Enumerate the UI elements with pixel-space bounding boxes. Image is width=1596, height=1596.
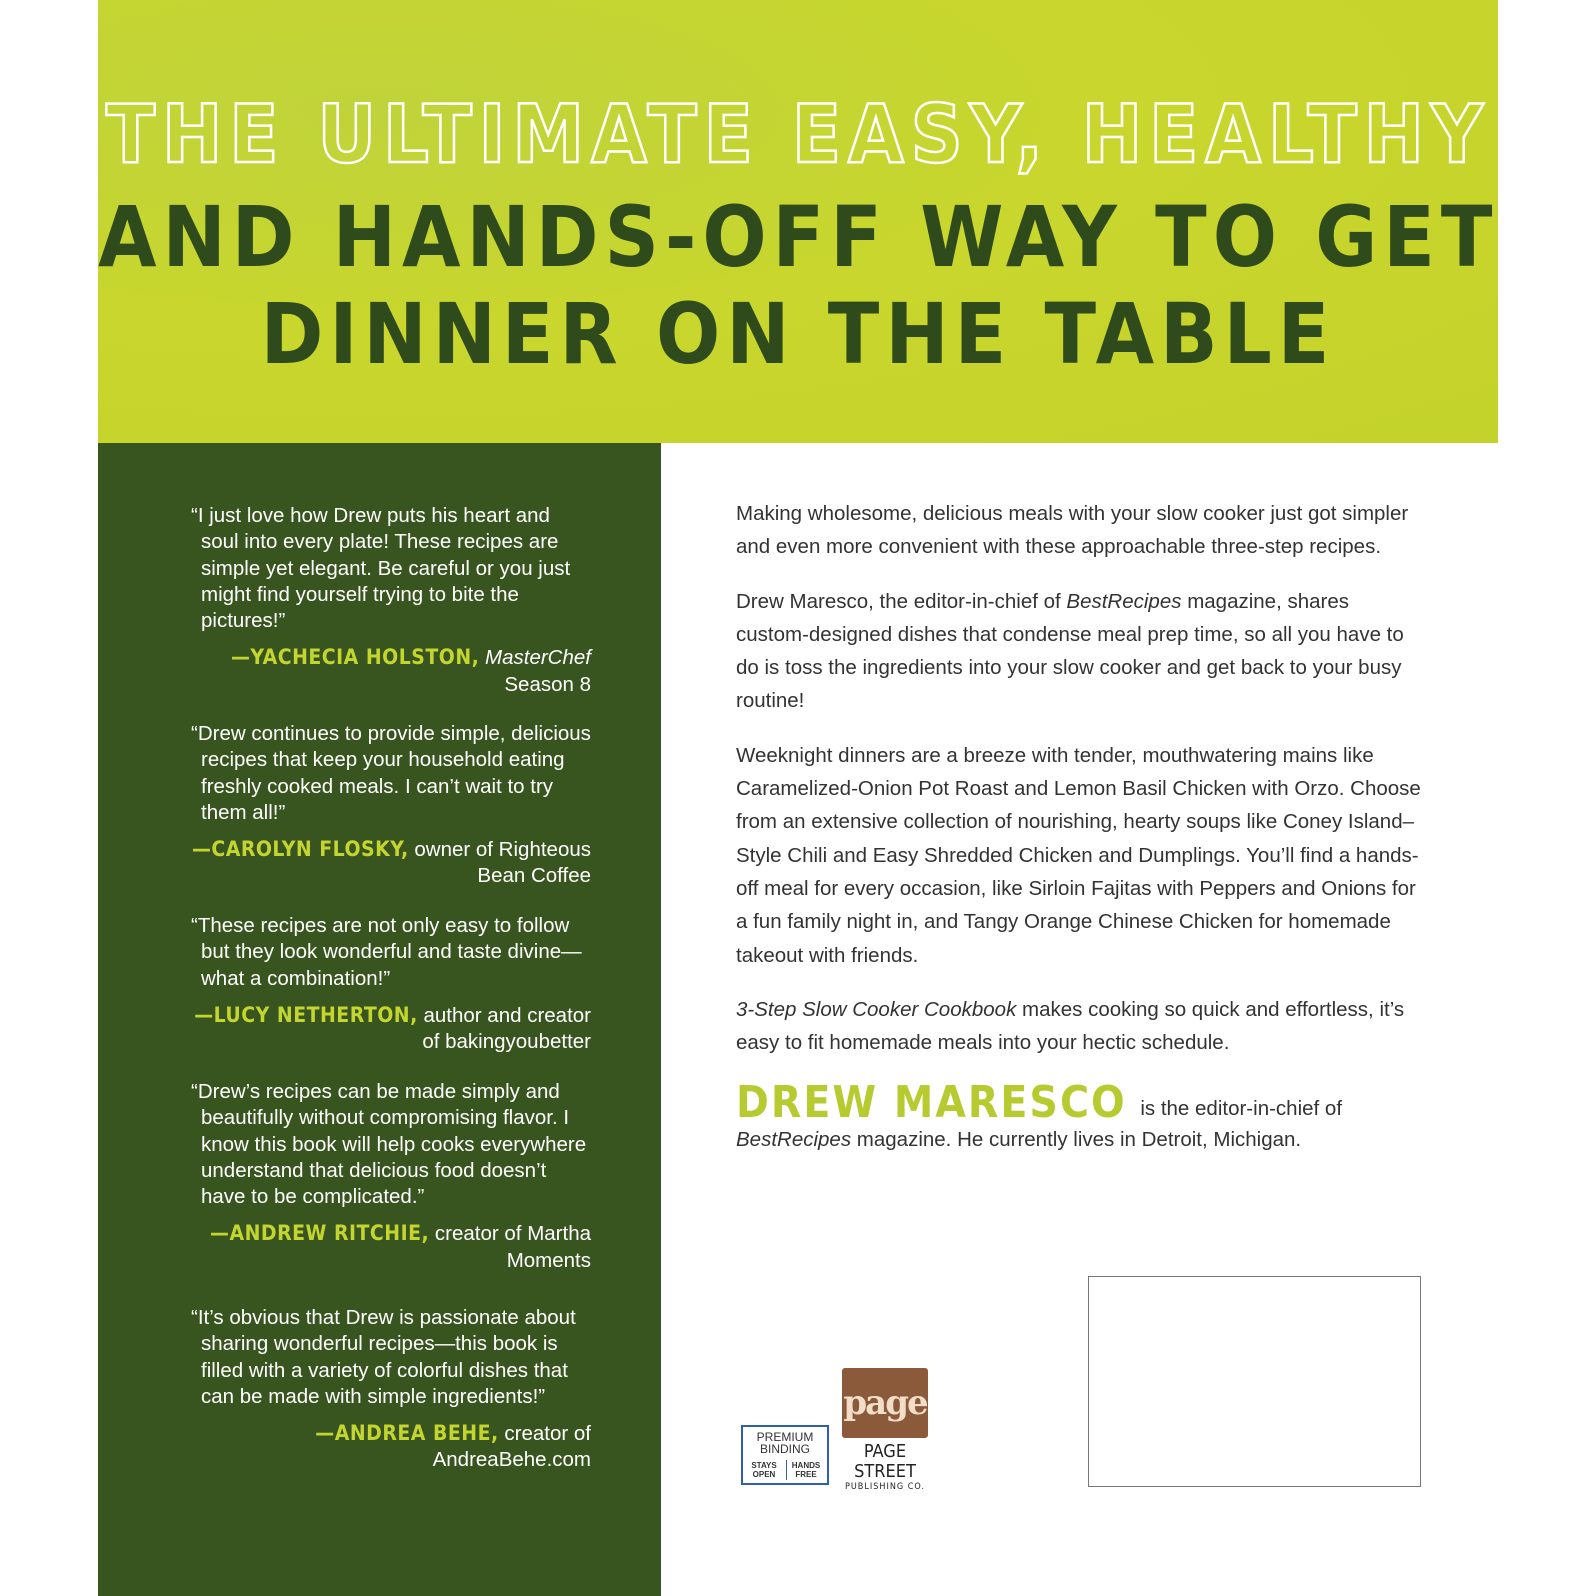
- badge-line-1: PREMIUM: [756, 1430, 814, 1444]
- description-paragraph: Making wholesome, delicious meals with your slow cooker just got simpler and even more convenient with these approachable three-step recipes.: [736, 502, 1409, 559]
- testimonial-attribution: [191, 836, 591, 890]
- testimonial-attribution: [191, 1002, 591, 1056]
- testimonials-sidebar: [98, 443, 661, 1596]
- testimonial: [191, 1079, 591, 1274]
- headline-banner: [98, 0, 1498, 443]
- testimonial: [191, 503, 591, 698]
- description-text: Drew Maresco, the editor-in-chief of: [736, 589, 1067, 613]
- testimonial-attribution: [191, 644, 591, 698]
- testimonial-role-italic: MasterChef: [485, 646, 591, 670]
- testimonial-role: owner of Righteous Bean Coffee: [414, 838, 591, 888]
- publisher-subtitle: PUBLISHING CO.: [844, 1482, 925, 1492]
- testimonial-role: creator of AndreaBehe.com: [432, 1422, 591, 1472]
- description-text: magazine, shares custom-designed dishes that condense meal prep time, so all you have to do is toss the ingredients into your slow cooker and get back to your busy routine!: [736, 589, 1404, 713]
- testimonial-role: creator of Martha Moments: [434, 1222, 591, 1272]
- author-name: DREW MARESCO: [736, 1077, 1127, 1129]
- testimonial-author: —ANDREA BEHE,: [315, 1421, 499, 1446]
- testimonial: [191, 913, 591, 1055]
- headline-line-1: THE ULTIMATE EASY, HEALTHY: [105, 88, 1491, 181]
- testimonial-text: “These recipes are not only easy to follow but they look wonderful and taste divine—what a combination!”: [191, 914, 582, 990]
- publisher-mark: page: [842, 1368, 928, 1438]
- testimonial-author: —YACHECIA HOLSTON,: [231, 645, 480, 670]
- badge-line-2: BINDING: [759, 1442, 810, 1456]
- author-bio: [736, 1077, 1426, 1155]
- testimonial-text: “It’s obvious that Drew is passionate about sharing wonderful recipes—this book is filled with a variety of colorful dishes that can be made with simple ingredients!”: [191, 1306, 576, 1408]
- description-paragraph: [736, 993, 1426, 1060]
- barcode-placeholder: [1088, 1276, 1421, 1487]
- book-title: 3-Step Slow Cooker Cookbook: [736, 997, 1017, 1021]
- author-bio-text: is the editor-in-chief of: [1134, 1097, 1343, 1121]
- magazine-title: BestRecipes: [1066, 589, 1182, 613]
- badge-left: STAYS OPEN: [751, 1461, 777, 1479]
- description-paragraph: Weeknight dinners are a breeze with tender, mouthwatering mains like Caramelized-Onion Pot Roast and Lemon Basil Chicken with Orzo. Choose from an extensive collection of nourishing, hearty soups like Coney Island–Style Chili and Easy Shredded Chicken and Dumplings. You’ll find a hands-off meal for every occasion, like Sirloin Fajitas with Peppers and Onions for a fun family night in, and Tangy Orange Chinese Chicken for homemade takeout with friends.: [736, 743, 1421, 967]
- publisher-logo: [840, 1368, 930, 1492]
- testimonial-role: author and creator of bakingyoubetter: [422, 1003, 591, 1054]
- testimonial-role: Season 8: [504, 672, 591, 696]
- book-description: [736, 497, 1426, 1155]
- testimonial-author: —ANDREW RITCHIE,: [210, 1221, 430, 1246]
- premium-binding-badge: [741, 1425, 829, 1485]
- testimonial-attribution: [191, 1220, 591, 1274]
- testimonial-attribution: [191, 1420, 591, 1474]
- back-cover: [98, 0, 1498, 1596]
- testimonial-author: —LUCY NETHERTON,: [194, 1002, 418, 1027]
- testimonial-text: “I just love how Drew puts his heart and soul into every plate! These recipes are simple yet elegant. Be careful or you just might find yourself trying to bite the pictures!”: [191, 504, 571, 633]
- badge-right: HANDS FREE: [791, 1461, 821, 1479]
- publisher-name: PAGE STREET: [854, 1441, 916, 1482]
- testimonial: [191, 721, 591, 890]
- testimonial-text: “Drew continues to provide simple, delicious recipes that keep your household eating freshly cooked meals. I can’t wait to try them all!”: [191, 722, 591, 824]
- description-paragraph: [736, 585, 1426, 718]
- headline-line-3: DINNER ON THE TABLE: [260, 285, 1336, 383]
- testimonial: [191, 1305, 591, 1474]
- description-text: makes cooking so quick and effortless, it’s easy to fit homemade meals into your hectic schedule.: [736, 997, 1405, 1055]
- testimonial-text: “Drew’s recipes can be made simply and beautifully without compromising flavor. I know this book will help cooks everywhere understand that delicious food doesn’t have to be complicated.”: [191, 1080, 587, 1209]
- author-bio-text: magazine. He currently lives in Detroit, Michigan.: [851, 1128, 1302, 1152]
- testimonial-author: —CAROLYN FLOSKY,: [191, 837, 409, 862]
- magazine-title: BestRecipes: [736, 1128, 852, 1152]
- headline-line-2: AND HANDS-OFF WAY TO GET: [98, 188, 1499, 286]
